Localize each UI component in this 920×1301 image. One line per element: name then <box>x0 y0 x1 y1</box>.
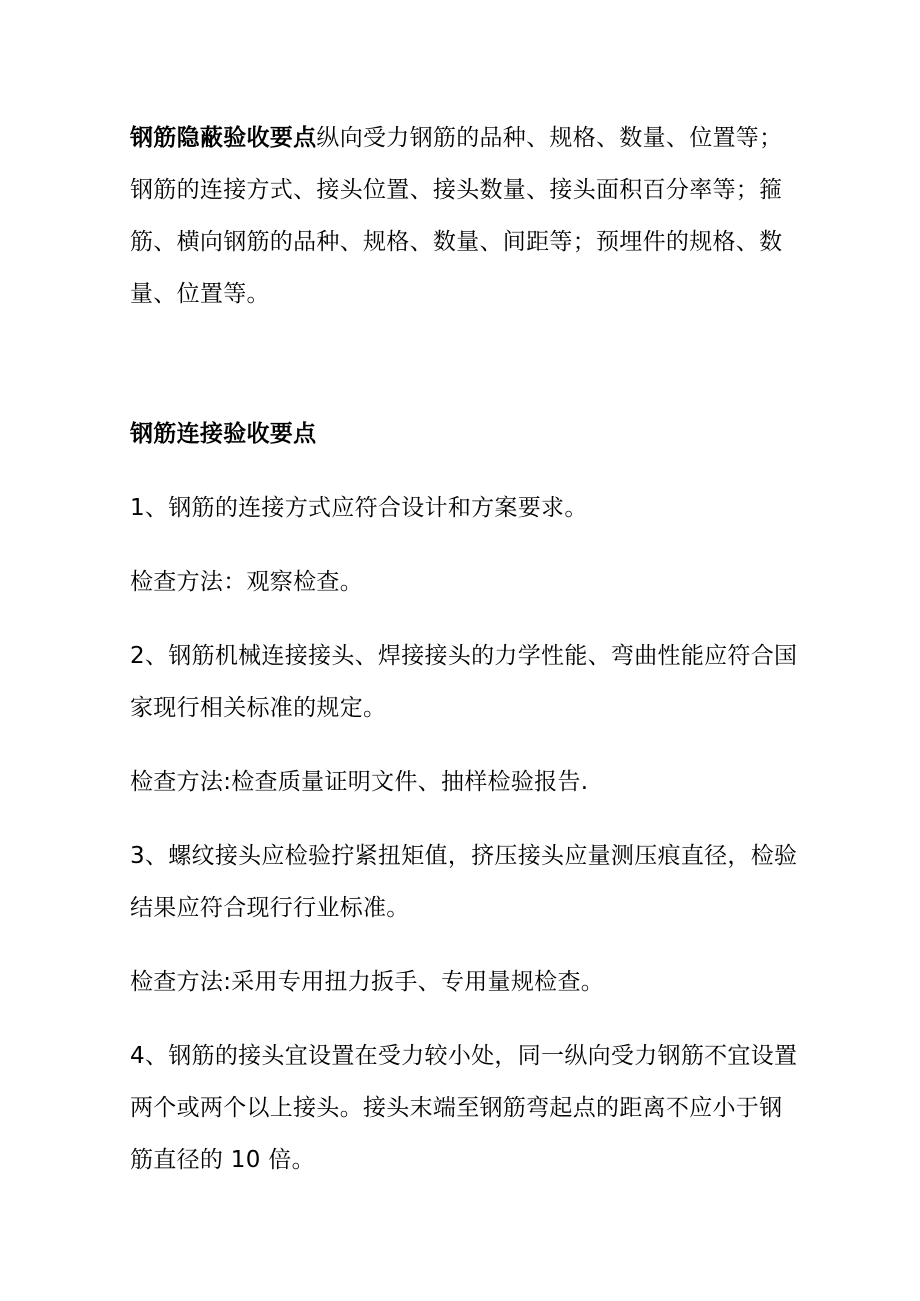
spacer <box>130 460 802 482</box>
item-2-check: 检查方法:检查质量证明文件、抽样检验报告. <box>130 769 589 795</box>
spacer <box>130 1008 802 1030</box>
item-3-text: 3、螺纹接头应检验拧紧扭矩值，挤压接头应量测压痕直径，检验结果应符合现行行业标准。 <box>130 843 798 921</box>
intro-text: 纵向受力钢筋的品种、规格、数量、位置等；钢筋的连接方式、接头位置、接头数量、接头面积百分率等；箍筋、横向钢筋的品种、规格、数量、间距等；预埋件的规格、数量、位置等。 <box>130 125 783 307</box>
document-page <box>130 112 802 1186</box>
item-1-text: 1、钢筋的连接方式应符合设计和方案要求。 <box>130 495 588 521</box>
intro-heading: 钢筋隐蔽验收要点 <box>130 125 317 151</box>
spacer <box>130 808 802 830</box>
intro-paragraph <box>130 112 802 320</box>
spacer <box>130 534 802 556</box>
item-2-text: 2、钢筋机械连接接头、焊接接头的力学性能、弯曲性能应符合国家现行相关标准的规定。 <box>130 643 798 721</box>
spacer <box>130 608 802 630</box>
section-title: 钢筋连接验收要点 <box>130 421 317 447</box>
item-3-check: 检查方法:采用专用扭力扳手、专用量规检查。 <box>130 969 605 995</box>
section-spacer <box>130 320 802 408</box>
spacer <box>130 734 802 756</box>
item-4-text: 4、钢筋的接头宜设置在受力较小处，同一纵向受力钢筋不宜设置两个或两个以上接头。接头末端至钢筋弯起点的距离不应小于钢筋直径的 10 倍。 <box>130 1043 798 1173</box>
spacer <box>130 934 802 956</box>
item-1-check: 检查方法：观察检查。 <box>130 569 363 595</box>
